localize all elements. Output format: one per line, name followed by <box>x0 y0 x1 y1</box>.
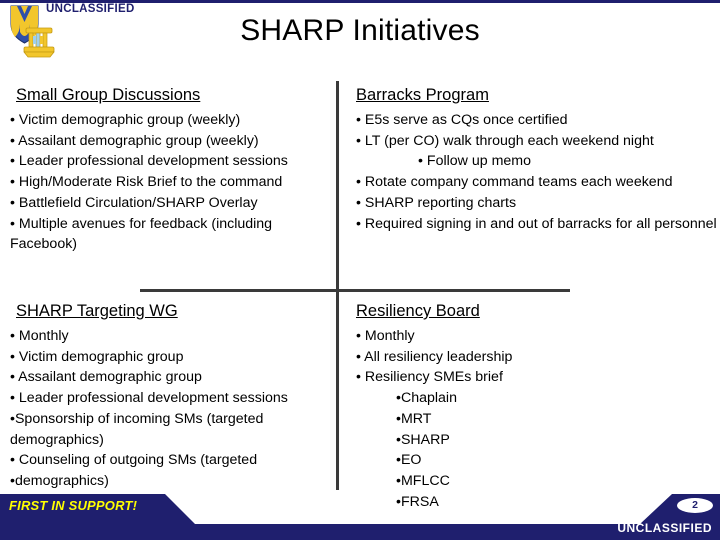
quadrant-heading: Small Group Discussions <box>16 86 201 104</box>
page-number-badge: 2 <box>677 498 713 513</box>
list-item: • Assailant demographic group <box>10 369 202 386</box>
footer <box>0 490 720 540</box>
list-item: •Sponsorship of incoming SMs (targeted demographics) <box>10 410 268 448</box>
list-item-sub: •MFLCC <box>396 473 450 490</box>
list-item-sub: •FRSA <box>396 493 439 510</box>
list-item: •demographics) <box>10 473 109 490</box>
list-item: • Battlefield Circulation/SHARP Overlay <box>10 194 258 211</box>
list-item-sub: •EO <box>396 452 422 469</box>
list-item: • All resiliency leadership <box>356 348 513 365</box>
list-item: • Monthly <box>356 327 415 344</box>
footer-motto: FIRST IN SUPPORT! <box>9 498 138 513</box>
list-item: • E5s serve as CQs once certified <box>356 111 568 128</box>
list-item: • Assailant demographic group (weekly) <box>10 132 259 149</box>
list-item: • Resiliency SMEs brief <box>356 369 503 386</box>
quadrant-heading: Resiliency Board <box>356 302 480 320</box>
list-item: • Counseling of outgoing SMs (targeted <box>10 452 258 469</box>
list-item: • Leader professional development sessions <box>10 390 288 407</box>
vertical-divider <box>336 81 339 490</box>
list-item-sub: • Follow up memo <box>418 153 531 170</box>
list-item: • Victim demographic group <box>10 348 184 365</box>
list-item: • Victim demographic group (weekly) <box>10 111 241 128</box>
list-item: • Leader professional development sessions <box>10 153 288 170</box>
classification-header: UNCLASSIFIED <box>46 3 135 15</box>
quadrant-heading: Barracks Program <box>356 86 489 104</box>
list-item: • High/Moderate Risk Brief to the command <box>10 174 283 191</box>
footer-classification: UNCLASSIFIED <box>617 521 712 535</box>
list-item-sub: •Chaplain <box>396 390 457 407</box>
quadrant-barracks-program <box>356 86 720 234</box>
list-item-sub: •MRT <box>396 410 432 427</box>
list-item: • Multiple avenues for feedback (including Facebook) <box>10 215 277 253</box>
page-title: SHARP Initiatives <box>240 14 480 47</box>
list-item: • LT (per CO) walk through each weekend night <box>356 132 654 149</box>
list-item: • Required signing in and out of barracks for all personnel <box>356 215 717 232</box>
quadrant-sharp-targeting-wg <box>10 302 336 492</box>
quadrant-small-group-discussions <box>10 86 332 255</box>
horizontal-divider <box>140 289 570 292</box>
list-item: • Rotate company command teams each weekend <box>356 174 673 191</box>
list-item: • Monthly <box>10 327 69 344</box>
quadrant-resiliency-board <box>356 302 720 513</box>
list-item: • SHARP reporting charts <box>356 194 517 211</box>
list-item-sub: •SHARP <box>396 431 450 448</box>
quadrant-heading: SHARP Targeting WG <box>16 302 178 320</box>
